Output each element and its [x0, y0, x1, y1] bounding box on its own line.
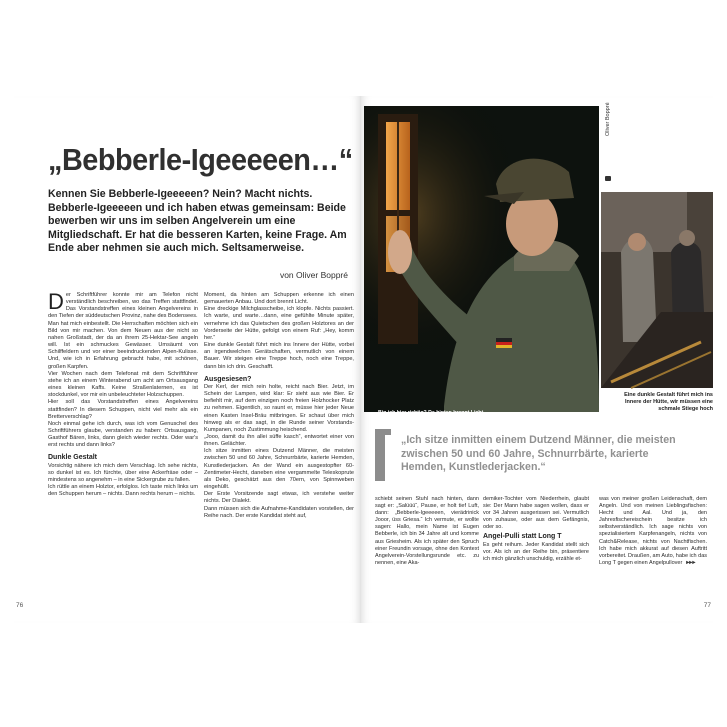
paragraph: „Jooo, damit du ihn allei süffe kasch“, entwortet einer von ihnen. Gelächter.: [204, 433, 354, 448]
text-column-3: [375, 496, 479, 606]
paragraph: Moment, da hinten am Schuppen erkenne ich einen gemauerten Anbau. Und dort brennt Licht.: [204, 292, 354, 306]
paragraph: [599, 496, 707, 567]
caption-main-photo: Bin ich hier richtig? Da hinten brennt Licht…: [378, 410, 489, 416]
paragraph: Der Kerl, der mich rein holte, reicht nach Bier. Jetzt, im Schein der Lampen, wird klar: Er sieht aus wie Bier. Er befiehlt mir, auf dem einzigen noch freien Holzhocker Platz zu nehmen. Eigentlich, so raunt er, müsse hier jeder Neue einen Kasten Insel-Bräu mitbringen. Er schaut über mich hinweg als er das sagt, in die Runde seiner Vorstands-Kumpanen, noch Zustimmung heischend.: [204, 383, 354, 433]
drop-cap: D: [48, 289, 64, 314]
paragraph: Es geht reihum. Jeder Kandidat stellt sich vor. Als ich an der Reihe bin, präsentiere ich mich gänzlich unschuldig, erzähle et-: [483, 541, 589, 562]
continue-arrow-icon: ▸▸▸: [686, 559, 696, 566]
paragraph: Dann müssen sich die Aufnahme-Kandidaten vorstellen, der Reihe nach. Der erste Kandidat steht auf,: [204, 505, 354, 519]
caption-side-photo: Eine dunkle Gestalt führt mich ins Innere der Hütte, wir müssen eine schmale Stiege hoch: [624, 392, 713, 412]
paragraph: Hier soll das Vorstandstreffen eines Angelvereins stattfinden? In diesem Schuppen, nicht viel mehr als ein Bretterverschlag?: [48, 399, 198, 420]
paragraph-text: er Schriftführer konnte mir am Telefon nicht verständlich beschreiben, wo das Treffen stattfindet. Das Vorstandstreffen eines kleinen Angelvereins in den Tiefen der süddeutschen Provinz, nahe des Bodensees.: [48, 292, 198, 320]
subheading: Dunkle Gestalt: [48, 454, 98, 462]
quote-mark-bar: [375, 429, 385, 481]
paragraph: demiker-Tochter vom Niederrhein, glaubt sie: Der Mann habe sagen wollen, dass er vor 34 Jahren ausgerissen sei. Vermutlich von zuhause, oder aus dem Gefängnis, oder so.: [483, 496, 589, 531]
page-number-right: 77: [703, 602, 711, 609]
photo-stairs: [601, 192, 713, 388]
paragraph: Ich sitze inmitten eines Dutzend Männer, die meisten zwischen 50 und 60 Jahre, Schnurrbärte, karierte Hemden, Kunstlederjacken. An der Wand ein ausgestopfter 60-Zentimeter-Hecht, daneben eine vergammelte Teleskoprute als Deko, geschätzt aus den 70ern, von Spinnweben eingehüllt.: [204, 448, 354, 491]
paragraph-text: was von meiner großen Leidenschaft, dem Angeln. Und von meinen Lieblingsfischen: Hecht und Aal. Und ja, den Jahresfischereischein besitze ich selbstverständlich. Ich sage nichts von spezialisiertem Karpfenangeln, nichts von Catch&Release, nichts von Nachtfischen. Ich habe mich akkurat auf diesen Auftritt vorbereitet. Draußen, am Auto, habe ich das Long T gegen einen Angelpullover: [599, 496, 707, 566]
subheading: Angel-Pulli statt Long T: [483, 533, 562, 541]
magazine-spread: [14, 96, 713, 623]
photo-credit: Oliver Boppré: [605, 102, 611, 136]
left-page: [14, 96, 361, 623]
page-number-left: 76: [16, 602, 24, 609]
pull-quote: „Ich sitze inmitten einem Dutzend Männer, die meisten zwischen 50 und 60 Jahre, Schnurrbärte, karierte Hemden, Kunstlederjacken.“: [401, 434, 676, 474]
article-headline: „Bebberle-Igeeeeen…“: [48, 142, 353, 177]
text-column-4: [483, 496, 589, 606]
text-column-1: [48, 289, 198, 612]
photo-man-at-window: [364, 106, 599, 416]
paragraph: Eine dunkle Gestalt führt mich ins Innere der Hütte, vorbei an irgendwelchen Gerätschaften, vermutlich von einem Bauer. Wir steigen eine Treppe hoch, noch eine Treppe, dann bin ich drin. Geschafft.: [204, 342, 354, 370]
paragraph: schiebt seinen Stuhl nach hinten, dann sagt er: „Salüüü“, Pause, er holt tief Luft, dann: „Bebberle-Igeeeeen, vierädrinick Jooor, üss Griesa.“ Ich vermute, er wollte sagen: Hallo, mein Name ist Eugen Bebberle, ich bin 34 Jahre alt und komme aus Griesheim. Als ich später den Spruch einer Freundin vorsage, ohne den Kontext Angelverein-Vorstellungsrunde etc. zu nennen, eine Aka-: [375, 496, 479, 566]
text-column-5: [599, 496, 707, 606]
right-page: [361, 96, 713, 623]
photo-illustration: [364, 106, 599, 412]
paragraph: Der Erste Vorsitzende sagt etwas, ich verstehe weiter nichts. Der Dialekt.: [204, 491, 354, 505]
camera-icon: [605, 176, 611, 181]
paragraph: Noch einmal gehe ich durch, was ich vom Genuschel des Schriftführers glaube, verstanden zu haben: Ortsausgang, Gasthof Bären, links, dann gleich wieder rechts. Oder war's erst rechts und dann links?: [48, 420, 198, 449]
quote-mark-bar-top: [385, 429, 391, 435]
article-lead: Kennen Sie Bebberle-Igeeeeen? Nein? Macht nichts. Bebberle-Igeeeeen und ich haben etwas gemeinsam: Beide bewerben wir uns im selben Angelverein um eine Mitgliedschaft. Er hat die besseren Karten, keine Frage. Am Ende aber nehmen sie auch mich. Seltsamerweise.: [48, 188, 347, 255]
subheading: Ausgesiesen?: [204, 375, 252, 383]
paragraph: [48, 289, 198, 321]
paragraph: Vier Wochen nach dem Telefonat mit dem Schriftführer stehe ich an einem Winterabend um acht am Ortsausgang eines kleinen Kaffs. Keine Straßenlaternen, es ist stockdunkel, vor mir ein unbeleuchteter Holzschuppen.: [48, 370, 198, 399]
photo-illustration-stairs: [601, 192, 713, 388]
paragraph: Ich rüttle an einem Holztor, erfolglos. Ich taste mich links um den Schuppen herum – nichts. Dann rechts herum – nichts.: [48, 484, 198, 498]
paragraph: Man hat mich einbestellt. Die Herrschaften möchten sich ein Bild von mir machen. Von dem Neuen aus der nicht so nahen Großstadt, der da an ihrem 25-Hektar-See angeln will. Ist ein schmuckes Gewässer. Umsäumt von Schilffeldern und vor einer beeindruckenden Alpen-Kulisse. Und, wie ich in Erfahrung gebracht habe, mit schönen, großen Karpfen.: [48, 320, 198, 370]
paragraph: Vorsichtig nähere ich mich dem Verschlag. Ich sehe nichts, so dunkel ist es. Ich fürchte, über eine Ackerfräse oder – mindestens so angenehm – in eine Sickergrube zu fallen.: [48, 462, 198, 483]
photo-credit-area: [601, 106, 713, 190]
text-column-2: [204, 292, 354, 612]
paragraph: Eine dreckige Milchglasscheibe, ich klopfe. Nichts passiert. Ich warte, und warte…dann, eine gefühlte Minute später, vernehme ich das Quietschen des großen Holztores an der Vorderseite der Hütte, gefolgt von einem Ruf: „Hey, komm her.“: [204, 306, 354, 341]
author-byline: von Oliver Boppré: [279, 270, 348, 280]
